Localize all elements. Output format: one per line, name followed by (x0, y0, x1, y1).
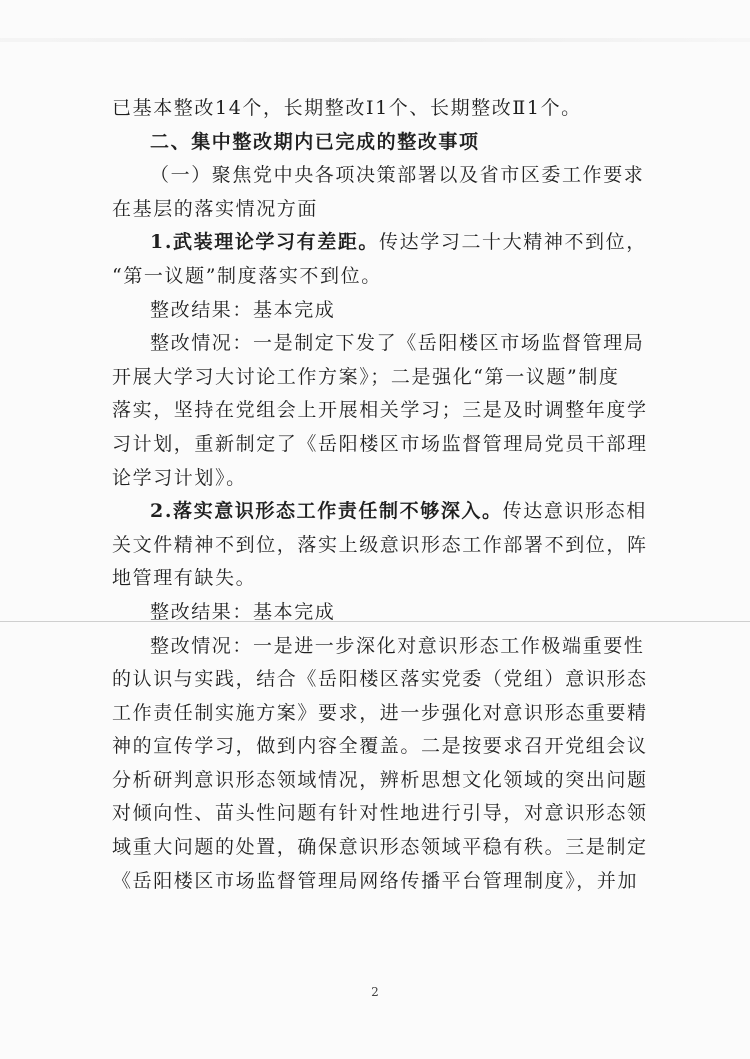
text-line (112, 663, 648, 697)
document-body (112, 92, 648, 898)
line-text: （一）聚焦党中央各项决策部署以及省市区委工作要求 (150, 164, 645, 187)
line-text: 落实，坚持在党组会上开展相关学习；三是及时调整年度学 (112, 399, 648, 422)
text-line (112, 865, 642, 899)
text-line (112, 831, 648, 865)
text-line (112, 361, 642, 395)
text-line (112, 495, 647, 529)
line-text: 已基本整改14个，长期整改Ⅰ1个、长期整改Ⅱ1个。 (112, 97, 582, 119)
text-line (112, 630, 645, 664)
line-text: 论学习计划》。 (112, 466, 247, 489)
text-line (112, 327, 645, 361)
line-text: 整改结果：基本完成 (150, 298, 336, 321)
line-text: “第一议题”制度落实不到位。 (112, 264, 382, 287)
text-line (112, 797, 648, 831)
text-line (112, 697, 648, 731)
line-text: 对倾向性、苗头性问题有针对性地进行引导，对意识形态领 (112, 802, 648, 825)
line-text: 在基层的落实情况方面 (112, 197, 319, 220)
line-text: 域重大问题的处置，确保意识形态领域平稳有秩。三是制定 (112, 836, 648, 859)
line-text: 整改情况：一是制定下发了《岳阳楼区市场监督管理局 (150, 332, 645, 355)
section-heading (112, 126, 642, 160)
line-text: 习计划，重新制定了《岳阳楼区市场监督管理局党员干部理 (112, 432, 648, 455)
line-text: 地管理有缺失。 (112, 567, 257, 590)
text-line (112, 193, 642, 227)
text-line (112, 462, 642, 496)
line-text: 工作责任制实施方案》要求，进一步强化对意识形态重要精 (112, 701, 648, 724)
line-text: 分析研判意识形态领域情况，辨析思想文化领域的突出问题 (112, 768, 648, 791)
line-text: 整改结果：基本完成 (150, 600, 336, 623)
text-line (112, 730, 648, 764)
line-text: 神的宣传学习，做到内容全覆盖。二是按要求召开党组会议 (112, 735, 648, 758)
item-title: 1.武装理论学习有差距。 (150, 231, 380, 254)
text-line (112, 764, 648, 798)
page-number: 2 (371, 985, 379, 999)
text-line (112, 159, 645, 193)
line-text: 传达学习二十大精神不到位， (379, 231, 647, 254)
text-line (112, 92, 642, 126)
line-text: 关文件精神不到位，落实上级意识形态工作部署不到位，阵 (112, 533, 648, 556)
line-text: 传达意识形态相 (502, 500, 647, 523)
line-text: 开展大学习大讨论工作方案》；二是强化“第一议题”制度 (112, 365, 620, 388)
text-line (112, 596, 642, 630)
line-text: 的认识与实践，结合《岳阳楼区落实党委（党组）意识形态 (112, 668, 648, 691)
text-line (112, 529, 648, 563)
scan-artifact (0, 38, 750, 42)
text-line (112, 562, 642, 596)
line-text: 二、集中整改期内已完成的整改事项 (150, 130, 480, 153)
text-line (112, 226, 647, 260)
item-title: 2.落实意识形态工作责任制不够深入。 (150, 500, 503, 523)
line-text: 整改情况：一是进一步深化对意识形态工作极端重要性 (150, 634, 645, 657)
text-line (112, 260, 642, 294)
text-line (112, 428, 648, 462)
text-line (112, 394, 648, 428)
text-line (112, 294, 642, 328)
line-text: 《岳阳楼区市场监督管理局网络传播平台管理制度》，并加 (112, 869, 639, 892)
